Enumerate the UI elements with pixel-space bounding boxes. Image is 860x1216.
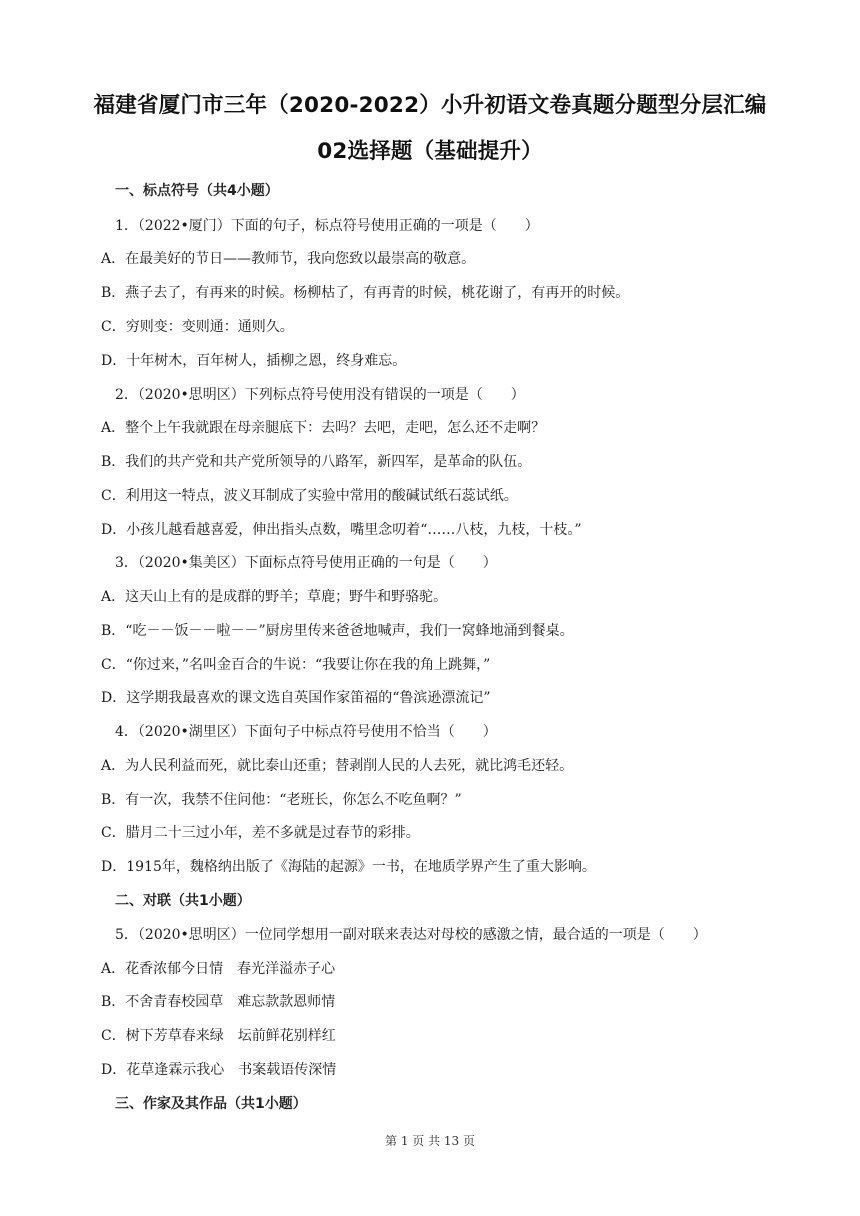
question-5-stem: 5．（2020•思明区）一位同学想用一副对联来表达对母校的感激之情，最合适的一项是（ ） (115, 927, 707, 943)
question-3-option-d: D．这学期我最喜欢的课文选自英国作家笛福的“鲁滨逊漂流记” (101, 690, 491, 706)
question-2-option-b: B．我们的共产党和共产党所领导的八路军，新四军，是革命的队伍。 (101, 454, 532, 470)
question-3-option-b: B．“吃－－饭－－啦－－”厨房里传来爸爸地喊声，我们一窝蜂地涌到餐桌。 (101, 623, 574, 639)
page-number-footer: 第 1 页 共 13 页 (385, 1134, 475, 1148)
question-2-option-d: D．小孩儿越看越喜爱，伸出指头点数，嘴里念叨着“……八枝，九枝，十枝。” (101, 522, 582, 538)
question-5-option-a: A．花香浓郁今日情 春光洋溢赤子心 (101, 961, 336, 977)
document-title-line-1: 福建省厦门市三年（2020-2022）小升初语文卷真题分题型分层汇编 (93, 93, 767, 118)
question-4-option-d: D．1915年，魏格纳出版了《海陆的起源》一书，在地质学界产生了重大影响。 (101, 859, 596, 875)
question-3-stem: 3．（2020•集美区）下面标点符号使用正确的一句是（ ） (115, 555, 497, 571)
question-4-option-c: C．腊月二十三过小年，差不多就是过春节的彩排。 (101, 825, 420, 841)
question-4-option-a: A．为人民利益而死，就比泰山还重；替剥削人民的人去死，就比鸿毛还轻。 (101, 758, 574, 774)
question-5-option-c: C．树下芳草春来绿 坛前鲜花别样红 (101, 1028, 336, 1044)
question-5-option-d: D．花草逢霖示我心 书案载语传深情 (101, 1062, 337, 1078)
document-title-line-2: 02选择题（基础提升） (317, 139, 543, 164)
question-1-option-a: A．在最美好的节日——教师节，我向您致以最崇高的敬意。 (101, 251, 476, 267)
question-2-option-c: C．利用这一特点，波义耳制成了实验中常用的酸碱试纸石蕊试纸。 (101, 488, 518, 504)
question-1-option-d: D．十年树木，百年树人，插柳之恩，终身难忘。 (101, 353, 407, 369)
question-5-option-b: B．不舍青春校园草 难忘款款恩师情 (101, 994, 336, 1010)
question-2-option-a: A．整个上午我就跟在母亲腿底下：去吗？去吧，走吧，怎么还不走啊？ (101, 420, 546, 436)
question-1-option-c: C．穷则变：变则通：通则久。 (101, 319, 294, 335)
question-3-option-a: A．这天山上有的是成群的野羊；草鹿；野牛和野骆驼。 (101, 589, 448, 605)
question-4-stem: 4．（2020•湖里区）下面句子中标点符号使用不恰当（ ） (115, 724, 497, 740)
question-2-stem: 2．（2020•思明区）下列标点符号使用没有错误的一项是（ ） (115, 387, 525, 403)
question-4-option-b: B．有一次，我禁不住问他：“老班长，你怎么不吃鱼啊？” (101, 792, 462, 808)
section-heading-authors-works: 三、作家及其作品（共1小题） (115, 1096, 307, 1112)
question-1-stem: 1．（2022•厦门）下面的句子，标点符号使用正确的一项是（ ） (115, 218, 539, 234)
question-3-option-c: C．“你过来，”名叫金百合的牛说：“我要让你在我的角上跳舞，” (101, 657, 491, 673)
question-1-option-b: B．燕子去了，有再来的时候。杨柳枯了，有再青的时候，桃花谢了，有再开的时候。 (101, 285, 630, 301)
section-heading-punctuation: 一、标点符号（共4小题） (115, 183, 279, 199)
section-heading-couplets: 二、对联（共1小题） (115, 893, 251, 909)
